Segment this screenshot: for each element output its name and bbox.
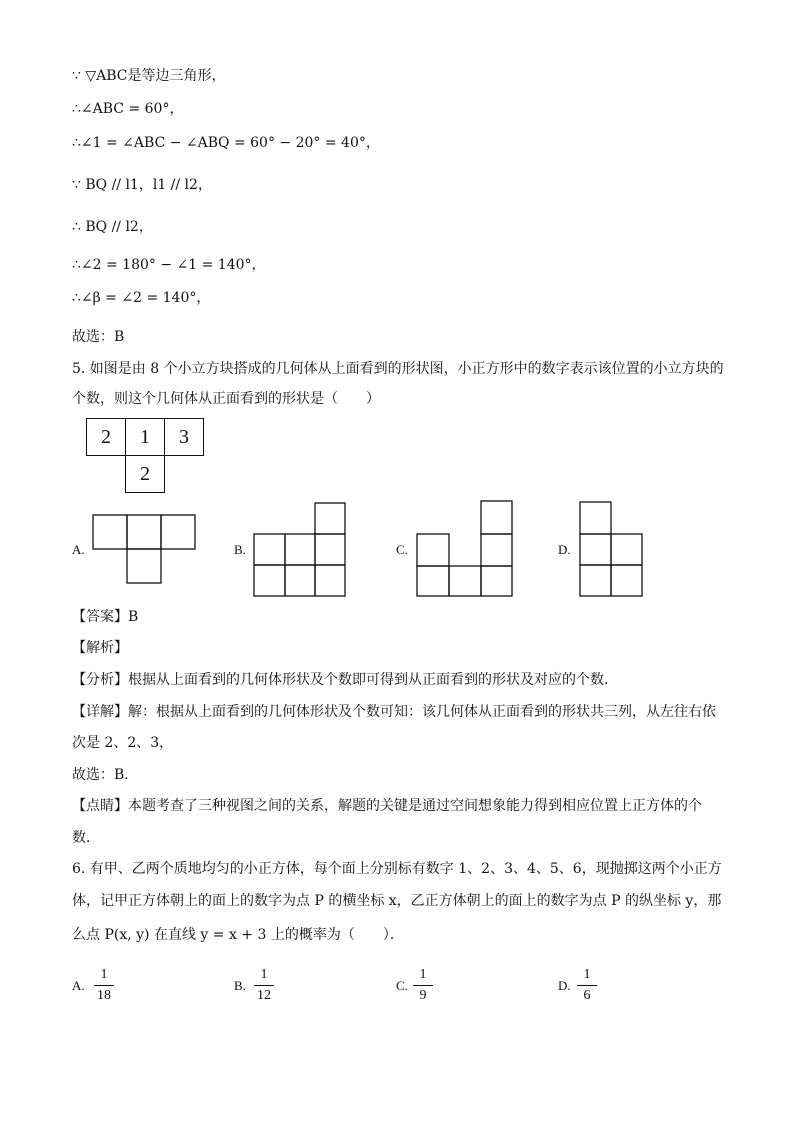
q5-option-b-label: B. [234, 542, 246, 557]
fraction-bar [577, 985, 597, 986]
q6-option-a-label: A. [72, 978, 85, 993]
q6-option-c-label: C. [396, 978, 408, 993]
q6-option-b-fraction [252, 966, 276, 1005]
q6-option-b-label: B. [234, 978, 246, 993]
q6-option-d-fraction [575, 966, 599, 1005]
grid-cell-middle: 1 [125, 418, 165, 456]
grid-cell-right: 3 [164, 418, 204, 456]
proof-line-7: ∴∠β = ∠2 = 140°， [72, 290, 211, 306]
q6-option-d-denominator: 6 [583, 988, 591, 1003]
q6-option-a-fraction [92, 966, 116, 1005]
q5-line-1: 5. 如图是由 8 个小立方块搭成的几何体从上面看到的形状图，小正方形中的数字表示该位置的小立方块的 [72, 361, 724, 377]
proof-line-1: ∵ ▽ABC是等边三角形， [72, 68, 226, 84]
q5-xiangjie-2: 次是 2、2、3， [72, 735, 174, 751]
q5-option-c-label: C. [396, 542, 408, 557]
q5-answer: 【答案】B [72, 609, 139, 625]
proof-line-2: ∴∠ABC = 60°， [72, 101, 184, 117]
q5-analysis-header: 【解析】 [72, 640, 128, 656]
q6-option-c-numerator: 1 [419, 967, 427, 982]
q6-option-d-numerator: 1 [583, 967, 591, 982]
q5-xiangjie-1: 【详解】解：根据从上面看到的几何体形状及个数可知：该几何体从正面看到的形状共三列，从左往右依 [72, 704, 716, 720]
proof-line-5: ∴ BQ // l2， [72, 219, 153, 235]
q5-option-a-figure [92, 514, 202, 586]
fraction-bar [254, 985, 274, 986]
q6-line-2: 体，记甲正方体朝上的面上的数字为点 P 的横坐标 x，乙正方体朝上的面上的数字为点 P 的纵坐标 y，那 [72, 893, 722, 909]
q6-option-c-denominator: 9 [419, 988, 427, 1003]
proof-line-4: ∵ BQ // l1，l1 // l2， [72, 177, 212, 193]
q6-option-a-denominator: 18 [97, 988, 111, 1003]
proof-line-6: ∴∠2 = 180° − ∠1 = 140°， [72, 257, 266, 273]
previous-answer: 故选：B [72, 329, 125, 345]
q5-option-b-figure [253, 502, 349, 600]
proof-line-3: ∴∠1 = ∠ABC − ∠ABQ = 60° − 20° = 40°， [72, 135, 380, 151]
fraction-bar [413, 985, 433, 986]
q6-option-c-fraction [411, 966, 435, 1005]
q5-fenxi: 【分析】根据从上面看到的几何体形状及个数即可得到从正面看到的形状及对应的个数． [72, 672, 618, 688]
q5-option-c-figure [416, 500, 516, 598]
q5-dianjing-2: 数． [72, 830, 100, 846]
q5-option-d-label: D. [558, 542, 571, 557]
q5-dianjing-1: 【点睛】本题考查了三种视图之间的关系，解题的关键是通过空间想象能力得到相应位置上正方体的个 [72, 798, 702, 814]
q6-option-b-denominator: 12 [257, 988, 271, 1003]
fraction-bar [94, 985, 114, 986]
grid-cell-bottom: 2 [125, 455, 165, 493]
q6-line-1: 6. 有甲、乙两个质地均匀的小正方体，每个面上分别标有数字 1、2、3、4、5、6，现抛掷这两个小正方 [72, 861, 722, 877]
q6-option-b-numerator: 1 [260, 967, 268, 982]
q6-option-a-numerator: 1 [100, 967, 108, 982]
grid-cell-left: 2 [86, 418, 126, 456]
q5-option-a-label: A. [72, 542, 85, 557]
q5-choice: 故选：B． [72, 767, 139, 783]
q6-line-3: 么点 P(x, y) 在直线 y = x + 3 上的概率为（ ）． [72, 927, 404, 943]
q5-option-d-figure [579, 501, 645, 599]
q5-line-2: 个数，则这个几何体从正面看到的形状是（ ） [72, 391, 380, 407]
q6-option-d-label: D. [558, 978, 571, 993]
